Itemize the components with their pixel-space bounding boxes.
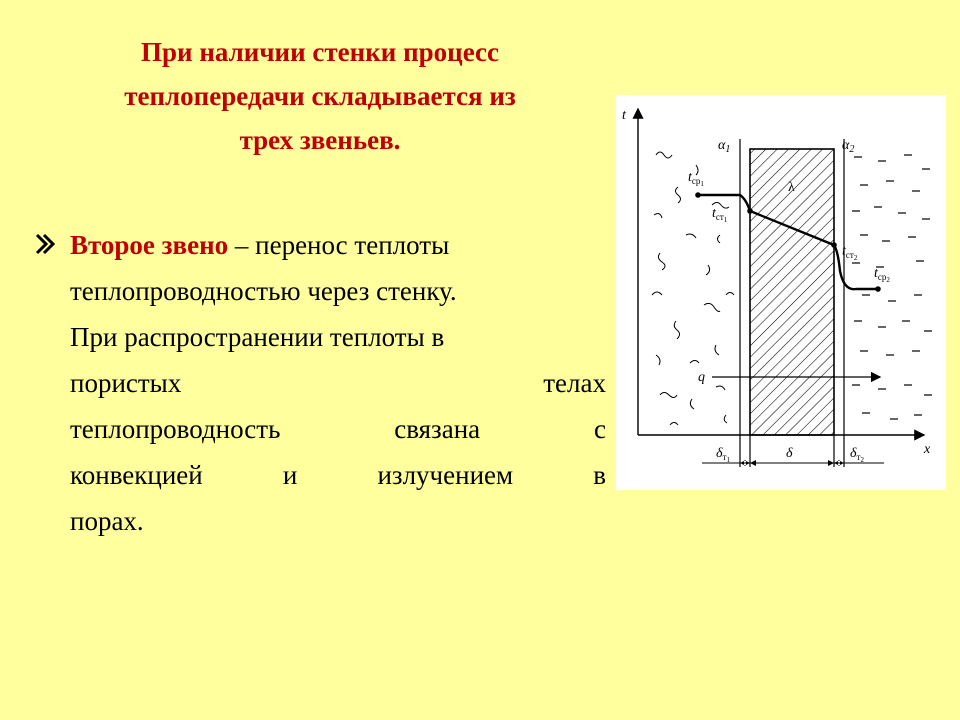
word: связана	[394, 414, 481, 444]
bullet-line-1	[70, 222, 606, 268]
t-axis-label: t	[622, 108, 626, 123]
arrow-bullet-icon	[34, 223, 58, 267]
q-label: q	[698, 370, 705, 385]
heat-transfer-diagram	[616, 95, 946, 490]
bullet-line-3: При распространении теплоты в	[70, 322, 445, 352]
bullet-line-2: теплопроводностью через стенку.	[70, 276, 457, 306]
t-cp2-label: $t_{ср}2$	[874, 266, 890, 284]
bullet-highlight: Второе звено	[70, 230, 229, 260]
word: и	[282, 460, 298, 490]
title-line-1: При наличии стенки процесс	[141, 37, 499, 67]
word: телах	[543, 368, 606, 398]
bullet-line-1-rest: – перенос теплоты	[228, 230, 450, 260]
title-line-2: теплопередачи складывается из	[124, 81, 516, 111]
word: с	[594, 414, 606, 444]
title-line-3: трех звеньев.	[239, 125, 401, 155]
x-axis-label: x	[924, 442, 931, 457]
delta-t1-label: $\delta_т1$	[716, 446, 730, 464]
bullet-line-4	[70, 360, 606, 406]
word: конвекцией	[70, 460, 203, 490]
delta-t2-label: $\delta_т2$	[850, 446, 864, 464]
bullet-line-7: порах.	[70, 506, 144, 536]
t-ct2-label: $t_{ст}2$	[842, 244, 858, 262]
word: теплопроводность	[70, 414, 281, 444]
bullet-line-6	[70, 452, 606, 498]
slide-title	[40, 30, 600, 162]
alpha2-label: $\alpha_2$	[842, 138, 855, 155]
t-cp1-label: $t_{ср}1$	[688, 170, 704, 188]
left-fluid-pattern	[652, 152, 734, 425]
bullet-line-5	[70, 406, 606, 452]
delta-label: δ	[786, 446, 793, 461]
alpha1-label: $\alpha_1$	[718, 138, 731, 155]
word: излучением	[377, 460, 514, 490]
right-fluid-pattern	[852, 155, 932, 419]
t-ct1-label: $t_{ст}1$	[712, 206, 728, 224]
word: пористых	[70, 368, 182, 398]
lambda-label: λ	[788, 180, 795, 195]
word: в	[593, 460, 606, 490]
